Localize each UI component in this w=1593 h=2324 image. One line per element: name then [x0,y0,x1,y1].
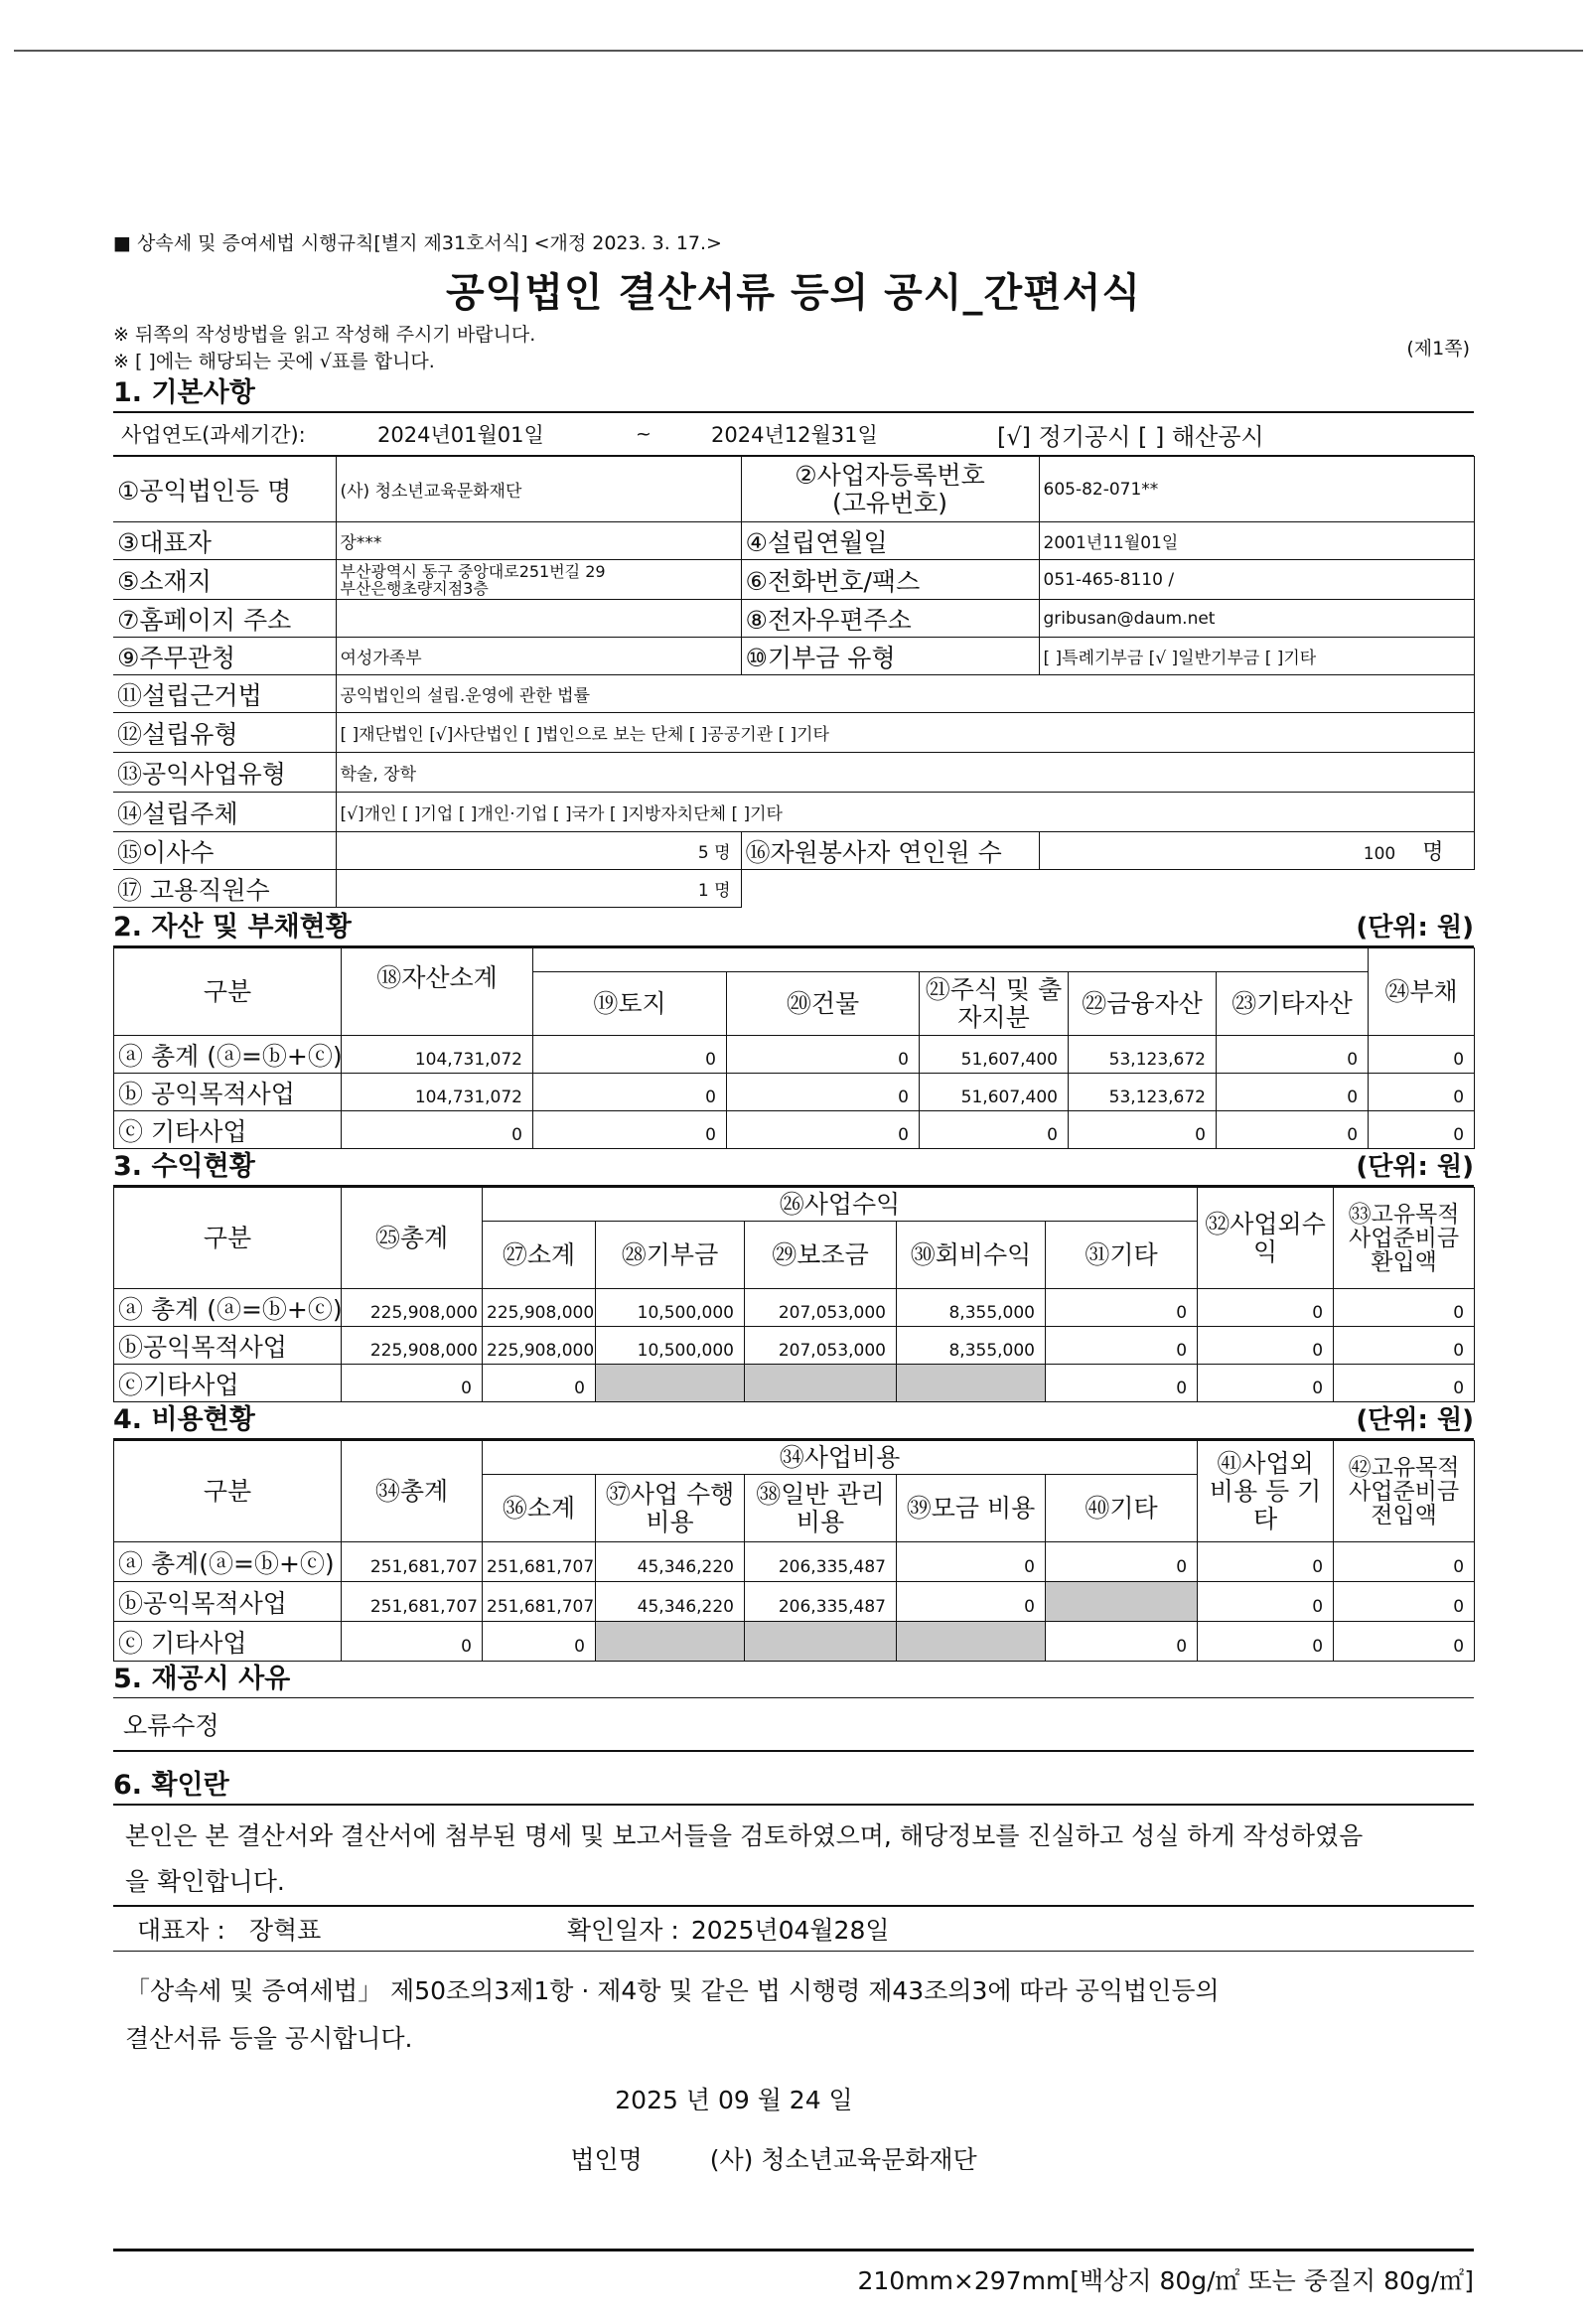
cell: 0 [1046,1289,1198,1327]
employees-label: ⑰ 고용직원수 [113,870,336,908]
ministry-value: 여성가족부 [336,638,741,675]
shaded-cell [745,1622,897,1662]
addr-label: ⑤소재지 [113,560,336,600]
row-label: ⓐ 총계(ⓐ=ⓑ+ⓒ) [114,1542,342,1582]
cell: 206,335,487 [745,1542,897,1582]
form-title: 공익법인 결산서류 등의 공시_간편서식 [445,270,1142,316]
cell: 104,731,072 [342,1074,533,1111]
cell: 0 [533,1036,727,1074]
name-label: ①공익법인등 명 [113,457,336,522]
closing-date: 2025 년 09 월 24 일 [615,2086,853,2114]
fiscal-end: 2024년12월31일 [711,423,878,447]
cell: 0 [1198,1365,1334,1402]
cell: 225,908,000 [483,1327,596,1365]
revenue-table [113,1187,1475,1402]
bizno-label [741,457,1039,522]
cell: 51,607,400 [920,1074,1069,1111]
estab-value: 2001년11월01일 [1039,522,1474,560]
cell: 104,731,072 [342,1036,533,1074]
name-value: (사) 청소년교육문화재단 [336,457,741,522]
revenue-header-dues: ㉚회비수익 [897,1222,1046,1289]
phone-label: ⑥전화번호/팩스 [741,560,1039,600]
page-number: (제1쪽) [1406,338,1470,360]
fiscal-tilde: ~ [636,423,652,445]
table-row [114,1111,1475,1149]
volunteers-count: 100 [1363,844,1396,864]
volunteers-label: ⑯자원봉사자 연인원 수 [741,832,1039,870]
fiscal-year-row [113,413,1474,456]
cell: 0 [1198,1327,1334,1365]
assets-table [113,947,1475,1149]
cell: 0 [1217,1074,1369,1111]
rep-value: 장*** [336,522,741,560]
volunteers-unit: 명 [1422,840,1444,865]
closing-statement [113,1952,1474,2063]
corp-name-row [113,2140,1474,2176]
cell: 0 [1046,1542,1198,1582]
confirmation-signature-row [113,1905,1474,1952]
homepage-value [336,600,741,638]
expenses-header-category: 구분 [114,1441,342,1542]
confirm-rep-label: 대표자 : [137,1916,225,1945]
phone-value: 051-465-8110 / [1039,560,1474,600]
cell: 0 [1369,1036,1475,1074]
closing-line-1: 「상속세 및 증여세법」 제50조의3제1항 · 제4항 및 같은 법 시행령 제43조의3에 따라 공익법인등의 [125,1976,1220,2005]
row-label: ⓑ공익목적사업 [114,1582,342,1622]
cell: 8,355,000 [897,1289,1046,1327]
revenue-header-subsidy: ㉙보조금 [745,1222,897,1289]
revenue-header-reserve: ㉝고유목적사업준비금환입액 [1334,1188,1475,1289]
expenses-header-admin: ㊳일반 관리비용 [745,1475,897,1542]
cell: 45,346,220 [596,1542,745,1582]
revenue-header-subtotal: ㉗소계 [483,1222,596,1289]
assets-header-financial: ㉒금융자산 [1069,972,1217,1036]
corp-name-value: (사) 청소년교육문화재단 [709,2145,977,2174]
expenses-header-program: ㊲사업 수행비용 [596,1475,745,1542]
cell: 225,908,000 [342,1327,483,1365]
cell: 0 [1334,1542,1475,1582]
cell: 0 [1217,1036,1369,1074]
row-label: ⓒ 기타사업 [114,1622,342,1662]
cell: 0 [483,1622,596,1662]
cell: 0 [727,1036,920,1074]
biz-type-value: 학술, 장학 [336,753,1474,793]
statement-line-1: 본인은 본 결산서와 결산서에 첨부된 명세 및 보고서들을 검토하였으며, 해당정보를 진실하고 성실 하게 작성하였음 [125,1821,1364,1850]
confirmation-statement [113,1806,1474,1905]
estab-type-value: [ ]재단법인 [√]사단법인 [ ]법인으로 보는 단체 [ ]공공기관 [ ]기타 [336,713,1474,753]
assets-unit: (단위: 원) [1356,913,1474,943]
assets-header-subtotal: ⑱자산소계 [342,948,533,1036]
paper-spec: 210mm×297mm[백상지 80g/㎡ 또는 중질지 80g/㎡] [113,2249,1474,2297]
disclosure-type: [√] 정기공시 [ ] 해산공시 [997,422,1264,451]
cell: 53,123,672 [1069,1074,1217,1111]
disclosure-form [113,228,1474,2176]
instruction-note-2: ※ [ ]에는 해당되는 곳에 √표를 합니다. [113,351,435,372]
ministry-label: ⑨주무관청 [113,638,336,675]
directors-label: ⑮이사수 [113,832,336,870]
cell: 251,681,707 [342,1542,483,1582]
expenses-table [113,1440,1475,1662]
shaded-cell [897,1365,1046,1402]
section-basic-info-title: 1. 기본사항 [113,375,1474,413]
confirm-date-value: 2025년04월28일 [690,1916,890,1945]
corp-name-label: 법인명 [570,2145,643,2174]
cell: 45,346,220 [596,1582,745,1622]
row-label: ⓒ기타사업 [114,1365,342,1402]
cell: 0 [1217,1111,1369,1149]
cell: 0 [1334,1582,1475,1622]
table-row [114,1036,1475,1074]
rep-label: ③대표자 [113,522,336,560]
employees-value: 1 명 [336,870,741,908]
instruction-note-1: ※ 뒤쪽의 작성방법을 읽고 작성해 주시기 바랍니다. [113,324,536,346]
cell: 0 [1334,1622,1475,1662]
section-assets-title: 2. 자산 및 부채현황 (단위: 원) [113,910,1474,947]
cell: 207,053,000 [745,1327,897,1365]
biz-type-label: ⑬공익사업유형 [113,753,336,793]
confirm-date-label: 확인일자 : [566,1916,679,1945]
shaded-cell [745,1365,897,1402]
cell: 225,908,000 [483,1289,596,1327]
assets-header-other: ㉓기타자산 [1217,972,1369,1036]
section-expenses-title: 4. 비용현황 (단위: 원) [113,1402,1474,1440]
table-row [114,1542,1475,1582]
basic-info-table [113,456,1475,908]
redisclosure-reason: 오류수정 [113,1698,1474,1752]
cell: 0 [1369,1074,1475,1111]
cell: 10,500,000 [596,1327,745,1365]
cell: 251,681,707 [342,1582,483,1622]
law-label: ⑪설립근거법 [113,675,336,713]
table-row [114,1074,1475,1111]
cell: 53,123,672 [1069,1036,1217,1074]
section-revenue-title: 3. 수익현황 (단위: 원) [113,1149,1474,1187]
cell: 251,681,707 [483,1582,596,1622]
email-label: ⑧전자우편주소 [741,600,1039,638]
cell: 0 [1046,1622,1198,1662]
confirm-rep-name: 장혁표 [248,1916,322,1945]
bizno-value: 605-82-071** [1039,457,1474,522]
expenses-unit: (단위: 원) [1356,1405,1474,1435]
fiscal-year-label: 사업연도(과세기간): [121,423,306,447]
assets-header-land: ⑲토지 [533,972,727,1036]
fiscal-start: 2024년01월01일 [377,423,544,447]
legal-reference: ■ 상속세 및 증여세법 시행규칙[별지 제31호서식] <개정 2023. 3. 17.> [113,232,722,254]
assets-header-liabilities: ㉔부채 [1369,948,1475,1036]
section-redisclosure-title: 5. 재공시 사유 [113,1662,1474,1698]
revenue-header-other: ㉛기타 [1046,1222,1198,1289]
donation-type-value: [ ]특례기부금 [√ ]일반기부금 [ ]기타 [1039,638,1474,675]
table-row [114,1622,1475,1662]
cell: 51,607,400 [920,1036,1069,1074]
addr-line-1: 부산광역시 동구 중앙대로251번길 29 [340,561,606,581]
expenses-header-group: ㉞사업비용 [483,1441,1198,1475]
donation-type-label: ⑩기부금 유형 [741,638,1039,675]
email-value: gribusan@daum.net [1039,600,1474,638]
cell: 0 [920,1111,1069,1149]
directors-value: 5 명 [336,832,741,870]
revenue-header-donations: ㉘기부금 [596,1222,745,1289]
cell: 10,500,000 [596,1289,745,1327]
shaded-cell [596,1365,745,1402]
row-label: ⓐ 총계 (ⓐ=ⓑ+ⓒ) [114,1289,342,1327]
row-label: ⓒ 기타사업 [114,1111,342,1149]
scan-top-edge [14,50,1583,52]
expenses-header-total: ㉞총계 [342,1441,483,1542]
cell: 0 [897,1582,1046,1622]
cell: 0 [342,1622,483,1662]
cell: 0 [727,1074,920,1111]
cell: 0 [533,1111,727,1149]
cell: 0 [1334,1365,1475,1402]
cell: 206,335,487 [745,1582,897,1622]
expenses-header-nonbiz: ㊶사업외 비용 등 기타 [1198,1441,1334,1542]
cell: 8,355,000 [897,1327,1046,1365]
cell: 207,053,000 [745,1289,897,1327]
cell: 0 [483,1365,596,1402]
cell: 0 [727,1111,920,1149]
homepage-label: ⑦홈페이지 주소 [113,600,336,638]
row-label: ⓑ공익목적사업 [114,1327,342,1365]
bizno-label-1: ②사업자등록번호 [795,460,985,490]
cell: 0 [1198,1622,1334,1662]
assets-header-category: 구분 [114,948,342,1036]
cell: 0 [1069,1111,1217,1149]
table-row [114,1582,1475,1622]
cell: 0 [533,1074,727,1111]
cell: 0 [342,1365,483,1402]
founder-value: [√]개인 [ ]기업 [ ]개인·기업 [ ]국가 [ ]지방자치단체 [ ]기타 [336,793,1474,832]
estab-label: ④설립연월일 [741,522,1039,560]
statement-line-2: 을 확인합니다. [125,1867,285,1896]
cell: 0 [1334,1327,1475,1365]
expenses-header-other: ㊵기타 [1046,1475,1198,1542]
addr-line-2: 부산은행초량지점3층 [340,578,489,598]
expenses-header-fundraising: ㊴모금 비용 [897,1475,1046,1542]
expenses-header-reserve: ㊷고유목적 사업준비금 전입액 [1334,1441,1475,1542]
cell: 0 [1198,1289,1334,1327]
row-label: ⓐ 총계 (ⓐ=ⓑ+ⓒ) [114,1036,342,1074]
table-row [114,1289,1475,1327]
cell: 0 [1198,1542,1334,1582]
cell: 0 [1046,1365,1198,1402]
table-row [114,1327,1475,1365]
cell: 0 [1198,1582,1334,1622]
cell: 0 [897,1542,1046,1582]
section-confirmation-title: 6. 확인란 [113,1768,1474,1806]
addr-value [336,560,741,600]
closing-line-2: 결산서류 등을 공시합니다. [125,2024,413,2053]
expenses-header-subtotal: ㊱소계 [483,1475,596,1542]
shaded-cell [1046,1582,1198,1622]
founder-label: ⑭설립주체 [113,793,336,832]
cell: 0 [342,1111,533,1149]
cell: 251,681,707 [483,1542,596,1582]
revenue-header-nonbiz: ㉜사업외수익 [1198,1188,1334,1289]
law-value: 공익법인의 설립.운영에 관한 법률 [336,675,1474,713]
cell: 0 [1046,1327,1198,1365]
shaded-cell [897,1622,1046,1662]
assets-header-building: ⑳건물 [727,972,920,1036]
estab-type-label: ⑫설립유형 [113,713,336,753]
assets-header-stocks: ㉑주식 및 출자지분 [920,972,1069,1036]
cell: 0 [1334,1289,1475,1327]
row-label: ⓑ 공익목적사업 [114,1074,342,1111]
volunteers-value [1039,832,1474,870]
revenue-unit: (단위: 원) [1356,1152,1474,1182]
revenue-header-group: ㉖사업수익 [483,1188,1198,1222]
bizno-label-2: (고유번호) [831,488,948,517]
table-row [114,1365,1475,1402]
cell: 225,908,000 [342,1289,483,1327]
revenue-header-category: 구분 [114,1188,342,1289]
cell: 0 [1369,1111,1475,1149]
revenue-header-total: ㉕총계 [342,1188,483,1289]
shaded-cell [596,1622,745,1662]
